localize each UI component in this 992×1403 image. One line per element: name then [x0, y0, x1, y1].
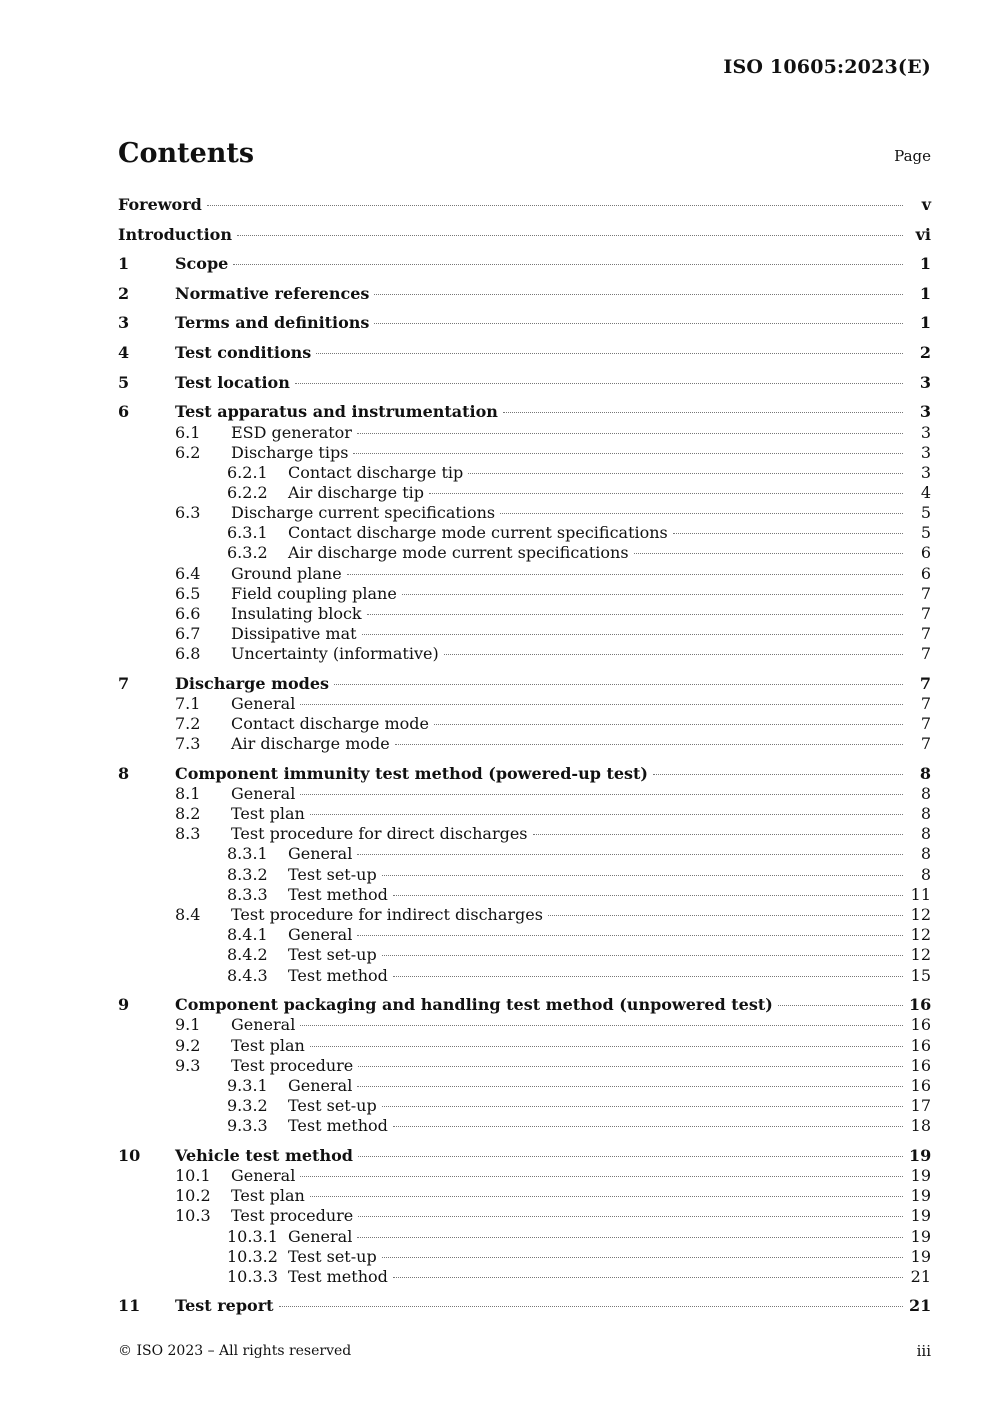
toc-entry-page: 19 — [910, 1227, 931, 1246]
toc-entry[interactable] — [118, 343, 931, 365]
toc-entry[interactable] — [118, 503, 931, 525]
toc-dot-leader — [634, 553, 903, 554]
toc-entry-page: 7 — [920, 644, 931, 663]
toc-entry-number: 8.4.3 — [227, 966, 268, 985]
toc-entry-title: General — [288, 1076, 353, 1095]
toc-entry[interactable] — [118, 966, 931, 988]
toc-entry-title: General — [231, 784, 296, 803]
toc-entry-page: 19 — [910, 1186, 931, 1205]
toc-entry-number: 8.4.1 — [227, 925, 268, 944]
toc-entry-page: 16 — [910, 1056, 931, 1075]
toc-entry-title: Contact discharge tip — [288, 463, 464, 482]
toc-dot-leader — [468, 473, 903, 474]
toc-dot-leader — [347, 574, 903, 575]
toc-entry[interactable] — [118, 195, 931, 217]
toc-dot-leader — [500, 513, 903, 514]
toc-entry-page: 15 — [910, 966, 931, 985]
toc-entry-title: ESD generator — [231, 423, 352, 442]
toc-entry[interactable] — [118, 1267, 931, 1289]
toc-entry-page: 19 — [910, 1206, 931, 1225]
toc-entry[interactable] — [118, 764, 931, 786]
toc-entry[interactable] — [118, 543, 931, 565]
toc-entry-number: 10 — [118, 1146, 141, 1165]
toc-entry[interactable] — [118, 523, 931, 545]
toc-entry[interactable] — [118, 865, 931, 887]
toc-entry-title: Test plan — [231, 1036, 305, 1055]
toc-entry-title: Test procedure for indirect discharges — [231, 905, 543, 924]
toc-dot-leader — [393, 976, 903, 977]
toc-dot-leader — [778, 1005, 903, 1006]
toc-entry[interactable] — [118, 604, 931, 626]
toc-entry[interactable] — [118, 1227, 931, 1249]
toc-dot-leader — [334, 684, 903, 685]
toc-entry[interactable] — [118, 402, 931, 424]
toc-entry-number: 10.3 — [175, 1206, 211, 1225]
toc-entry-number: 10.1 — [175, 1166, 211, 1185]
toc-entry-page: 19 — [910, 1247, 931, 1266]
toc-entry-number: 8.3.2 — [227, 865, 268, 884]
toc-entry-number: 6.3.1 — [227, 523, 268, 542]
toc-entry-page: v — [921, 195, 931, 214]
toc-entry-title: Test set-up — [288, 1247, 377, 1266]
toc-entry-number: 9.3 — [175, 1056, 201, 1075]
toc-entry-title: Vehicle test method — [175, 1146, 353, 1165]
toc-entry-title: General — [231, 1015, 296, 1034]
toc-dot-leader — [362, 634, 903, 635]
toc-dot-leader — [233, 264, 903, 265]
toc-entry-number: 9.2 — [175, 1036, 201, 1055]
toc-entry[interactable] — [118, 945, 931, 967]
toc-entry-number: 9 — [118, 995, 130, 1014]
toc-entry-number: 6.2.2 — [227, 483, 268, 502]
toc-dot-leader — [353, 453, 903, 454]
toc-dot-leader — [357, 433, 903, 434]
toc-entry-number: 8.1 — [175, 784, 201, 803]
toc-dot-leader — [434, 724, 903, 725]
toc-entry[interactable] — [118, 714, 931, 736]
toc-dot-leader — [374, 323, 903, 324]
footer-copyright: © ISO 2023 – All rights reserved — [118, 1343, 352, 1359]
toc-entry-number: 8.4 — [175, 905, 201, 924]
toc-dot-leader — [279, 1306, 903, 1307]
toc-entry-title: General — [288, 844, 353, 863]
toc-entry[interactable] — [118, 1206, 931, 1228]
toc-entry[interactable] — [118, 1247, 931, 1269]
toc-dot-leader — [357, 1086, 903, 1087]
toc-dot-leader — [548, 915, 903, 916]
toc-entry-page: 3 — [919, 373, 931, 392]
toc-dot-leader — [358, 1066, 903, 1067]
toc-entry[interactable] — [118, 1186, 931, 1208]
toc-entry-page: 8 — [920, 844, 931, 863]
toc-entry[interactable] — [118, 784, 931, 806]
toc-entry-title: Test procedure — [231, 1056, 354, 1075]
toc-entry-title: Test plan — [231, 1186, 305, 1205]
toc-entry[interactable] — [118, 1096, 931, 1118]
toc-entry[interactable] — [118, 373, 931, 395]
toc-entry[interactable] — [118, 644, 931, 666]
toc-entry-title: Test method — [288, 885, 388, 904]
toc-entry-number: 10.3.2 — [227, 1247, 278, 1266]
toc-dot-leader — [358, 1216, 903, 1217]
toc-dot-leader — [402, 594, 903, 595]
toc-entry-number: 9.3.3 — [227, 1116, 268, 1135]
toc-entry-title: Test method — [288, 1116, 388, 1135]
toc-entry-page: 8 — [920, 824, 931, 843]
toc-entry[interactable] — [118, 1146, 931, 1168]
toc-entry[interactable] — [118, 1015, 931, 1037]
toc-entry-page: 8 — [920, 804, 931, 823]
toc-entry-title: Test method — [288, 1267, 388, 1286]
toc-dot-leader — [357, 1237, 903, 1238]
toc-dot-leader — [382, 1257, 903, 1258]
toc-entry-number: 3 — [118, 313, 130, 332]
toc-entry-number: 6.2 — [175, 443, 201, 462]
toc-entry-page: 11 — [910, 885, 931, 904]
toc-entry-page: 21 — [910, 1267, 931, 1286]
toc-dot-leader — [395, 744, 903, 745]
toc-entry[interactable] — [118, 313, 931, 335]
toc-dot-leader — [444, 654, 903, 655]
toc-entry-title: Test apparatus and instrumentation — [175, 402, 498, 421]
toc-entry-title: Test report — [175, 1296, 274, 1315]
toc-dot-leader — [393, 1277, 903, 1278]
toc-entry-title: Test method — [288, 966, 388, 985]
toc-entry-page: 19 — [910, 1166, 931, 1185]
toc-entry-page: 1 — [919, 254, 931, 273]
toc-entry-title: Test procedure — [231, 1206, 354, 1225]
toc-entry-page: 8 — [919, 764, 931, 783]
toc-entry-page: 5 — [920, 503, 931, 522]
toc-entry-number: 10.2 — [175, 1186, 211, 1205]
toc-entry-page: 12 — [910, 905, 931, 924]
toc-dot-leader — [310, 1196, 903, 1197]
toc-entry[interactable] — [118, 564, 931, 586]
toc-entry-number: 8.3.3 — [227, 885, 268, 904]
toc-entry-number: 10.3.1 — [227, 1227, 278, 1246]
toc-entry-title: Ground plane — [231, 564, 342, 583]
toc-entry-number: 8.4.2 — [227, 945, 268, 964]
toc-dot-leader — [237, 235, 903, 236]
toc-entry-number: 9.3.1 — [227, 1076, 268, 1095]
toc-entry-page: 6 — [920, 543, 931, 562]
toc-dot-leader — [382, 875, 903, 876]
toc-entry-page: 12 — [910, 945, 931, 964]
toc-entry-page: 17 — [910, 1096, 931, 1115]
toc-dot-leader — [393, 1126, 903, 1127]
toc-entry-title: General — [288, 925, 353, 944]
toc-dot-leader — [358, 1156, 903, 1157]
toc-entry-number: 6.2.1 — [227, 463, 268, 482]
toc-entry-number: 7.1 — [175, 694, 201, 713]
toc-entry[interactable] — [118, 824, 931, 846]
toc-entry-page: vi — [915, 225, 931, 244]
toc-entry-title: Air discharge tip — [288, 483, 425, 502]
toc-entry-number: 6.1 — [175, 423, 201, 442]
toc-entry-page: 7 — [920, 714, 931, 733]
toc-entry[interactable] — [118, 443, 931, 465]
toc-entry-page: 7 — [919, 674, 931, 693]
toc-entry[interactable] — [118, 284, 931, 306]
toc-entry-page: 6 — [920, 564, 931, 583]
toc-entry-number: 6.3.2 — [227, 543, 268, 562]
toc-entry-number: 8.2 — [175, 804, 201, 823]
toc-entry[interactable] — [118, 423, 931, 445]
toc-entry-number: 7.3 — [175, 734, 201, 753]
toc-entry[interactable] — [118, 734, 931, 756]
toc-entry[interactable] — [118, 225, 931, 247]
toc-entry-page: 8 — [920, 784, 931, 803]
toc-entry-title: Test plan — [231, 804, 305, 823]
toc-entry[interactable] — [118, 694, 931, 716]
toc-entry-title: Contact discharge mode current specifications — [288, 523, 668, 542]
toc-dot-leader — [673, 533, 903, 534]
toc-entry-title: Test location — [175, 373, 290, 392]
toc-dot-leader — [503, 412, 903, 413]
toc-entry-page: 7 — [920, 734, 931, 753]
toc-entry-number: 11 — [118, 1296, 141, 1315]
toc-entry-page: 19 — [909, 1146, 932, 1165]
toc-entry-title: Test set-up — [288, 945, 377, 964]
toc-entry[interactable] — [118, 1076, 931, 1098]
toc-dot-leader — [382, 1106, 903, 1107]
toc-entry-title: Introduction — [118, 225, 232, 244]
toc-entry-title: Test procedure for direct discharges — [231, 824, 528, 843]
toc-entry-title: General — [231, 1166, 296, 1185]
toc-dot-leader — [316, 353, 903, 354]
toc-entry-title: Test set-up — [288, 1096, 377, 1115]
toc-entry-number: 1 — [118, 254, 130, 273]
toc-entry[interactable] — [118, 1036, 931, 1058]
toc-dot-leader — [310, 814, 903, 815]
toc-dot-leader — [357, 935, 903, 936]
toc-dot-leader — [653, 774, 903, 775]
toc-entry-page: 2 — [919, 343, 931, 362]
toc-entry-page: 1 — [919, 284, 931, 303]
toc-entry-page: 5 — [920, 523, 931, 542]
toc-entry-title: Component packaging and handling test method (unpowered test) — [175, 995, 773, 1014]
toc-entry[interactable] — [118, 804, 931, 826]
toc-dot-leader — [382, 955, 903, 956]
toc-entry[interactable] — [118, 905, 931, 927]
toc-entry-number: 2 — [118, 284, 130, 303]
toc-entry-page: 18 — [910, 1116, 931, 1135]
toc-entry-page: 1 — [919, 313, 931, 332]
toc-entry-page: 7 — [920, 694, 931, 713]
toc-entry-number: 4 — [118, 343, 130, 362]
toc-entry-page: 16 — [910, 1076, 931, 1095]
toc-dot-leader — [374, 294, 903, 295]
toc-dot-leader — [300, 1176, 903, 1177]
toc-entry-number: 8 — [118, 764, 130, 783]
toc-dot-leader — [300, 704, 903, 705]
toc-entry-page: 7 — [920, 584, 931, 603]
toc-dot-leader — [310, 1046, 903, 1047]
toc-entry-number: 6.5 — [175, 584, 201, 603]
toc-entry-number: 6.7 — [175, 624, 201, 643]
toc-entry-title: Terms and definitions — [175, 313, 370, 332]
toc-entry-title: Normative references — [175, 284, 370, 303]
toc-entry[interactable] — [118, 674, 931, 696]
toc-entry-page: 7 — [920, 604, 931, 623]
toc-entry-number: 7 — [118, 674, 130, 693]
toc-entry[interactable] — [118, 483, 931, 505]
toc-dot-leader — [357, 854, 903, 855]
toc-entry[interactable] — [118, 1116, 931, 1138]
toc-entry-title: Test conditions — [175, 343, 312, 362]
toc-entry-title: Dissipative mat — [231, 624, 357, 643]
toc-entry[interactable] — [118, 844, 931, 866]
toc-entry[interactable] — [118, 624, 931, 646]
toc-entry-number: 9.3.2 — [227, 1096, 268, 1115]
toc-dot-leader — [207, 205, 903, 206]
toc-entry-title: Component immunity test method (powered-up test) — [175, 764, 648, 783]
toc-entry-number: 6.4 — [175, 564, 201, 583]
toc-entry-title: Air discharge mode — [231, 734, 390, 753]
toc-dot-leader — [300, 794, 903, 795]
toc-entry-number: 8.3 — [175, 824, 201, 843]
toc-entry-title: Insulating block — [231, 604, 362, 623]
header-standard-code: ISO 10605:2023(E) — [723, 56, 931, 78]
toc-entry-title: Uncertainty (informative) — [231, 644, 439, 663]
toc-entry[interactable] — [118, 584, 931, 606]
toc-entry-title: Foreword — [118, 195, 202, 214]
toc-entry[interactable] — [118, 885, 931, 907]
toc-entry-title: Test set-up — [288, 865, 377, 884]
toc-entry-page: 16 — [909, 995, 932, 1014]
toc-entry-number: 5 — [118, 373, 130, 392]
toc-entry-number: 8.3.1 — [227, 844, 268, 863]
toc-dot-leader — [429, 493, 903, 494]
toc-dot-leader — [300, 1025, 903, 1026]
toc-entry-number: 7.2 — [175, 714, 201, 733]
toc-entry[interactable] — [118, 1166, 931, 1188]
toc-entry-number: 6 — [118, 402, 130, 421]
toc-entry-page: 4 — [920, 483, 931, 502]
toc-dot-leader — [295, 383, 903, 384]
toc-entry[interactable] — [118, 925, 931, 947]
toc-entry-title: Field coupling plane — [231, 584, 397, 603]
toc-entry-title: Scope — [175, 254, 229, 273]
toc-entry-page: 8 — [920, 865, 931, 884]
toc-entry-title: General — [288, 1227, 353, 1246]
toc-entry-page: 3 — [920, 443, 931, 462]
toc-entry-page: 21 — [909, 1296, 932, 1315]
toc-entry-number: 6.3 — [175, 503, 201, 522]
toc-entry[interactable] — [118, 995, 931, 1017]
page-column-label: Page — [894, 147, 931, 165]
toc-entry[interactable] — [118, 463, 931, 485]
toc-entry-title: General — [231, 694, 296, 713]
toc-entry-title: Discharge current specifications — [231, 503, 496, 522]
toc-entry-title: Discharge tips — [231, 443, 349, 462]
toc-entry-page: 16 — [910, 1015, 931, 1034]
toc-entry-page: 3 — [919, 402, 931, 421]
toc-entry[interactable] — [118, 1296, 931, 1318]
toc-entry-title: Air discharge mode current specifications — [288, 543, 629, 562]
toc-entry-page: 3 — [920, 463, 931, 482]
toc-entry-page: 7 — [920, 624, 931, 643]
toc-entry-number: 6.6 — [175, 604, 201, 623]
toc-dot-leader — [533, 834, 903, 835]
toc-entry-number: 6.8 — [175, 644, 201, 663]
toc-entry[interactable] — [118, 254, 931, 276]
toc-dot-leader — [367, 614, 903, 615]
footer-page-number: iii — [916, 1342, 931, 1360]
toc-entry-number: 10.3.3 — [227, 1267, 278, 1286]
contents-title: Contents — [118, 138, 255, 169]
toc-dot-leader — [393, 895, 903, 896]
toc-entry-page: 12 — [910, 925, 931, 944]
toc-entry-number: 9.1 — [175, 1015, 201, 1034]
toc-entry-title: Contact discharge mode — [231, 714, 429, 733]
toc-entry-page: 3 — [920, 423, 931, 442]
toc-entry-page: 16 — [910, 1036, 931, 1055]
toc-entry-title: Discharge modes — [175, 674, 330, 693]
toc-entry[interactable] — [118, 1056, 931, 1078]
